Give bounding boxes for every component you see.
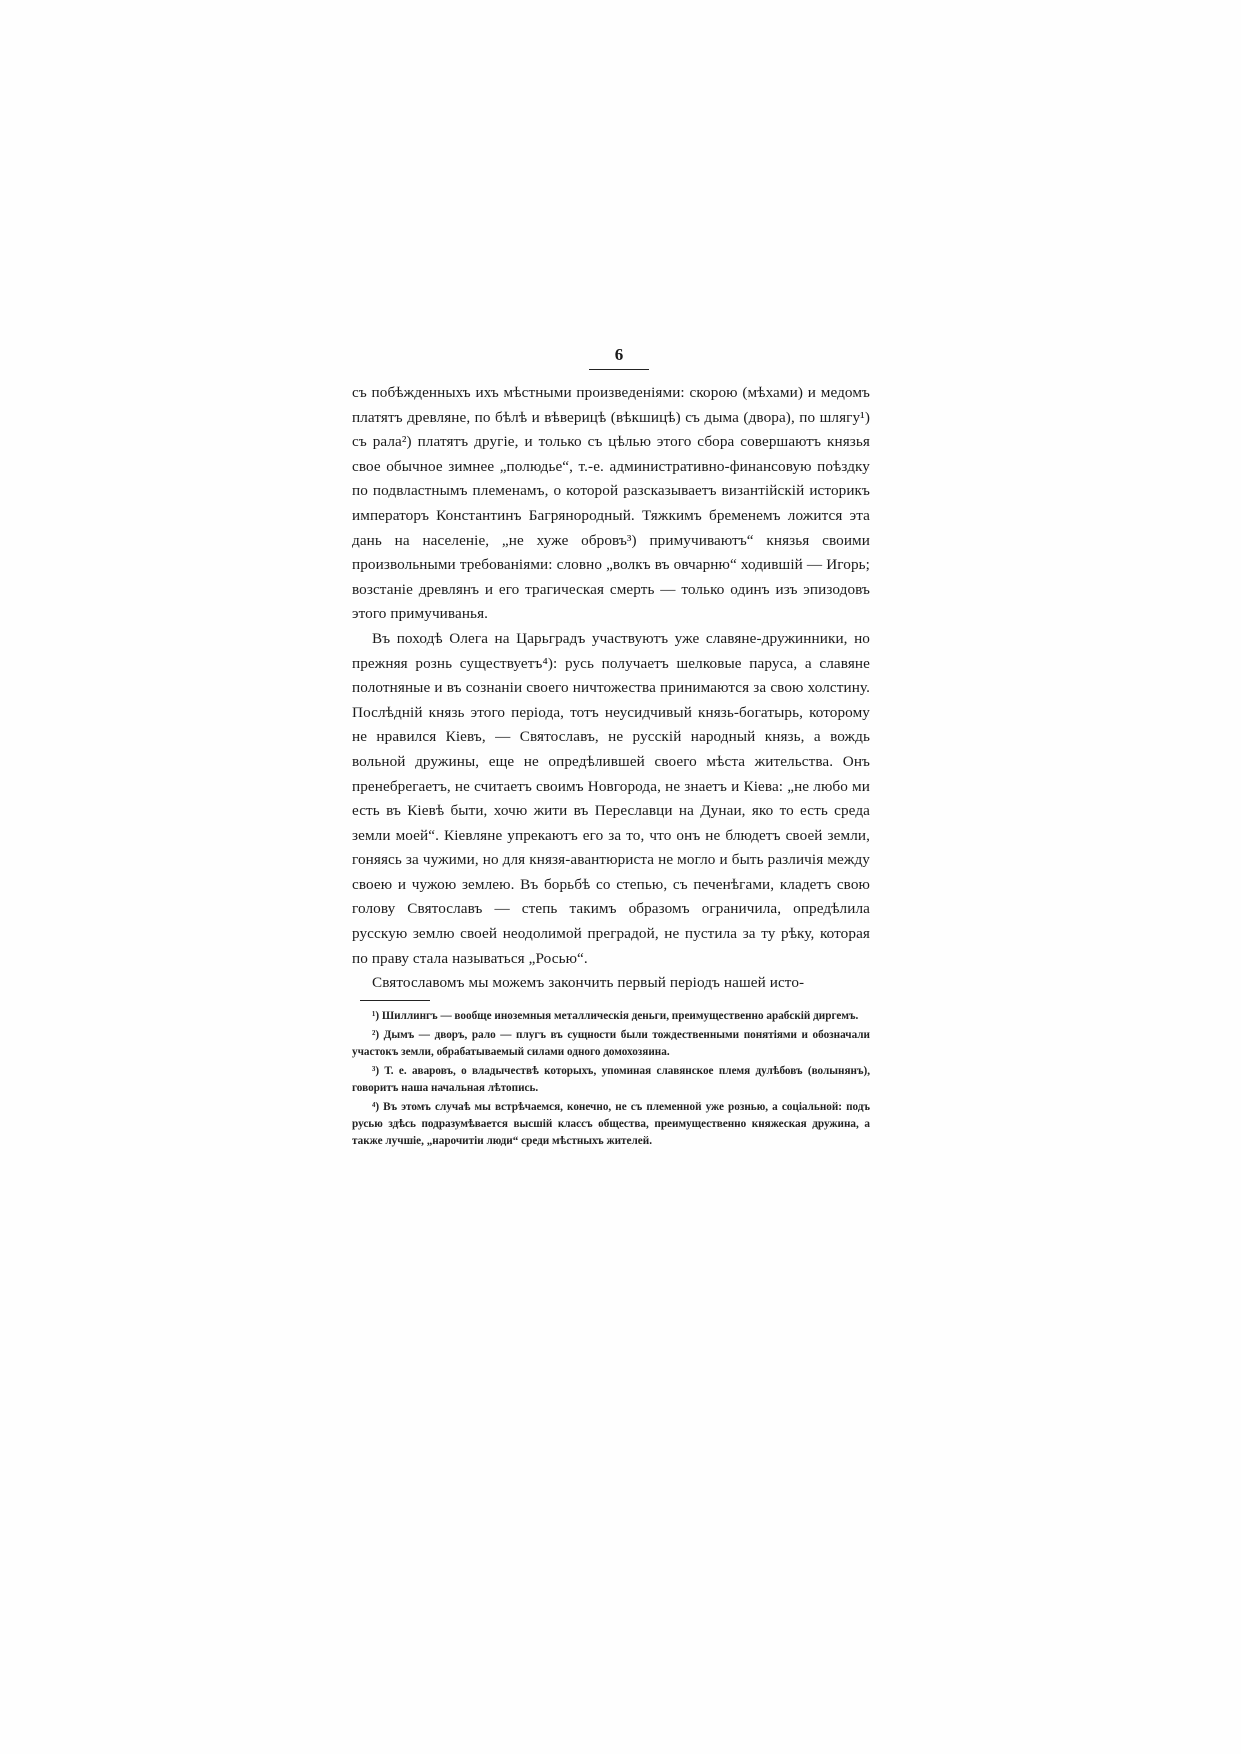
page-number-rule <box>589 369 649 370</box>
footnote-1: ¹) Шиллингъ — вообще иноземныя металлическія деньги, преимущественно арабскій диргемъ. <box>372 1009 859 1022</box>
footnote-4: ⁴) Въ этомъ случаѣ мы встрѣчаемся, конечно, не съ племенной уже рознью, а соціальной: подъ русью здѣсь подразумѣвается высшій классъ общества, преимущественно княжеская дружина, а также лучшіе, „нарочитіи люди“ среди мѣстныхъ жителей. <box>352 1100 870 1147</box>
footnote-rule <box>360 1000 430 1001</box>
body-paragraph-1: съ побѣжденныхъ ихъ мѣстными произведеніями: скорою (мѣхами) и медомъ платятъ древляне, по бѣлѣ и вѣверицѣ (вѣкшицѣ) съ дыма (двора), по шлягу¹) съ рала²) платятъ другіе, и только съ цѣлью этого сбора совершаютъ князья свое обычное зимнее „полюдье“, т.-е. административно-финансовую поѣздку по подвластнымъ племенамъ, о которой разсказываетъ византійскій историкъ императоръ Константинъ Багрянородный. Тяжкимъ бременемъ ложится эта дань на населеніе, „не хуже обровъ³) примучиваютъ“ князья своими произвольными требованіями: словно „волкъ въ овчарню“ ходившій — Игорь; возстаніе древлянъ и его трагическая смерть — только одинъ изъ эпизодовъ этого примучиванья. <box>352 384 870 623</box>
body-paragraph-2: Въ походѣ Олега на Царьградъ участвуютъ уже славяне-дружинники, но прежняя рознь существуетъ⁴): русь получаетъ шелковые паруса, а славяне полотняные и въ сознаніи своего ничтожества принимаются за свою холстину. Послѣдній князь этого періода, тотъ неусидчивый князь-богатырь, которому не нравился Кіевъ, — Святославъ, не русскій народный князь, а вождь вольной дружины, еще не опредѣлившей своего мѣста жительства. Онъ пренебрегаетъ, не считаетъ своимъ Новгорода, не знаетъ и Кіева: „не любо ми есть въ Кіевѣ быти, хочю жити въ Переславци на Дунаи, яко то есть среда земли моей“. Кіевляне упрекаютъ его за то, что онъ не блюдетъ своей земли, гоняясь за чужими, но для князя-авантюриста не могло и быть различія между своею и чужою землею. Въ борьбѣ со степью, съ печенѣгами, кладетъ свою голову Святославъ — степь такимъ образомъ ограничила, опредѣлила русскую землю своей неодолимой преградой, не пустила за ту рѣку, которая по праву стала называться „Росью“. <box>352 629 870 967</box>
footnote-2: ²) Дымъ — дворъ, рало — плугъ въ сущности были тождественными понятіями и обозначали участокъ земли, обрабатываемый силами одного домохозяина. <box>352 1028 870 1058</box>
footnote-3: ³) Т. е. аваровъ, о владычествѣ которыхъ, упоминая славянское племя дулѣбовъ (волынянъ), говоритъ наша начальная лѣтопись. <box>352 1064 870 1094</box>
body-paragraph-3: Святославомъ мы можемъ закончить первый періодъ нашей исто- <box>372 974 805 992</box>
page-text-block <box>352 345 870 1152</box>
page-number: 6 <box>614 345 624 364</box>
